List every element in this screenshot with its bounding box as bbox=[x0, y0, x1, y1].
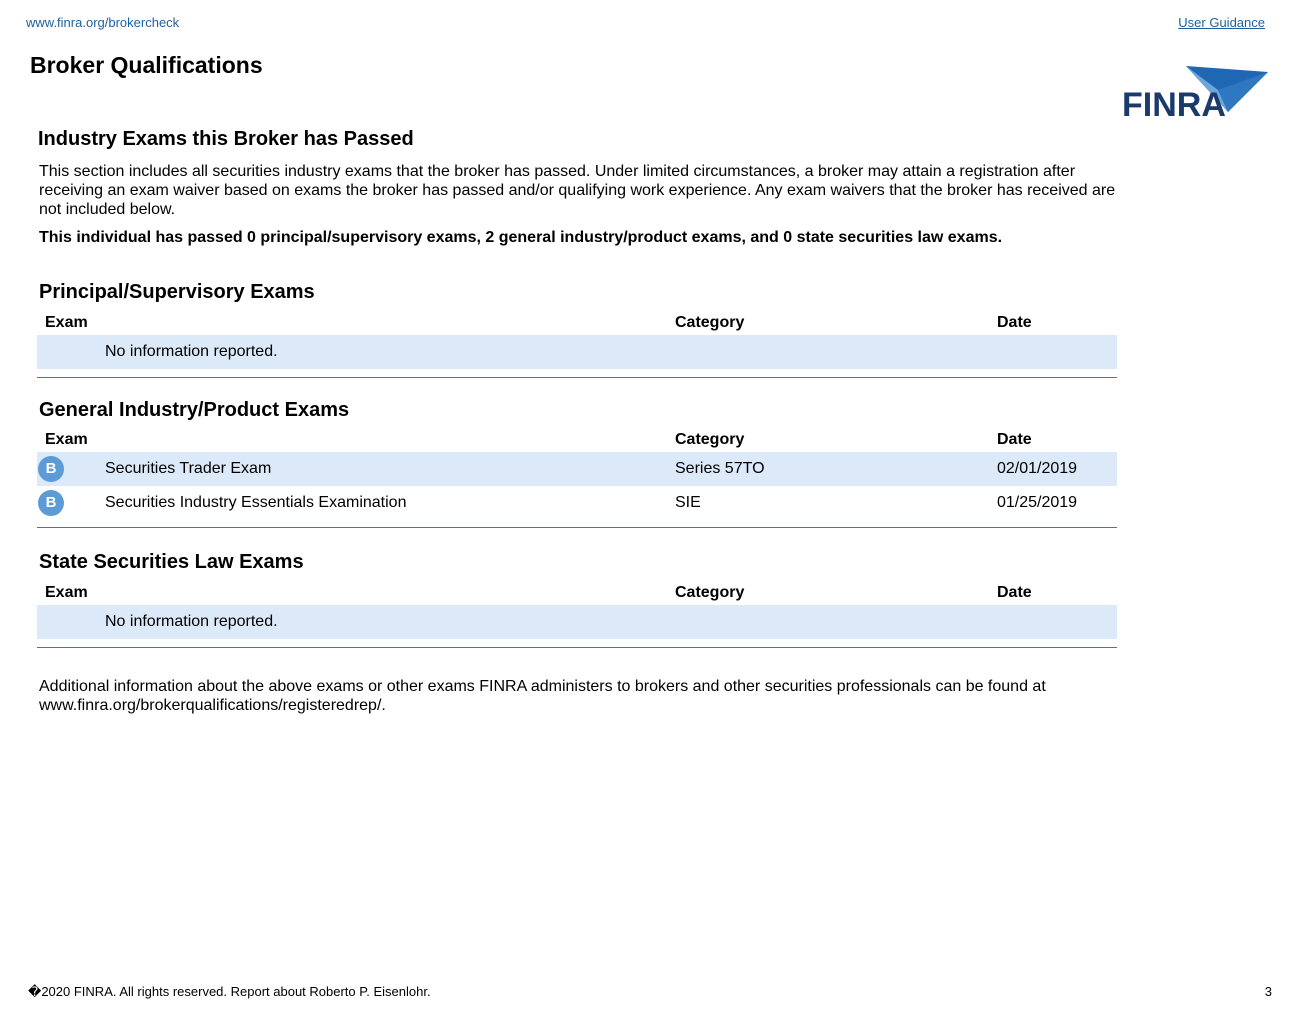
exams-intro: This section includes all securities industry exams that the broker has passed. Under limited circumstances, a broker may attain a registration after receiving an exam waiver based on exams the broker has passed and/or qualifying work experience. Any exam waivers that the broker has received are not included below. bbox=[39, 163, 1116, 218]
exam-name: Securities Industry Essentials Examination bbox=[105, 494, 407, 511]
exam-category: Series 57TO bbox=[675, 460, 765, 477]
brokercheck-link[interactable]: www.finra.org/brokercheck bbox=[26, 15, 180, 30]
section-divider bbox=[37, 527, 1117, 528]
table-header bbox=[37, 428, 1117, 452]
principal-exams-table bbox=[37, 311, 1117, 378]
page-title: Broker Qualifications bbox=[30, 52, 263, 78]
general-exams-title: General Industry/Product Exams bbox=[39, 399, 350, 421]
date-column-header: Date bbox=[997, 584, 1032, 601]
exam-column-header: Exam bbox=[45, 431, 88, 448]
category-column-header: Category bbox=[675, 584, 745, 601]
exam-name: Securities Trader Exam bbox=[105, 460, 272, 477]
exams-summary: This individual has passed 0 principal/supervisory exams, 2 general industry/product exams, and 0 state securities law exams. bbox=[39, 229, 1003, 246]
table-row bbox=[37, 452, 1117, 486]
exam-date: 02/01/2019 bbox=[997, 460, 1078, 477]
general-exams-table bbox=[37, 428, 1117, 528]
category-column-header: Category bbox=[675, 314, 745, 331]
date-column-header: Date bbox=[997, 314, 1032, 331]
finra-logo-text: FINRA bbox=[1122, 86, 1226, 124]
additional-info-note: Additional information about the above exams or other exams FINRA administers to brokers and other securities professionals can be found at www.finra.org/brokerqualifications/registeredrep/. bbox=[39, 678, 1046, 714]
section-divider bbox=[37, 647, 1117, 648]
exam-column-header: Exam bbox=[45, 314, 88, 331]
page-number: 3 bbox=[1264, 984, 1272, 999]
state-exams-title: State Securities Law Exams bbox=[39, 551, 304, 573]
exam-date: 01/25/2019 bbox=[997, 494, 1078, 511]
b-badge-icon: B bbox=[38, 490, 64, 516]
table-row bbox=[37, 486, 1117, 520]
category-column-header: Category bbox=[675, 431, 745, 448]
no-info-text: No information reported. bbox=[105, 343, 278, 360]
table-header bbox=[37, 311, 1117, 335]
exam-column-header: Exam bbox=[45, 584, 88, 601]
no-info-text: No information reported. bbox=[105, 613, 278, 630]
state-exams-table bbox=[37, 581, 1117, 648]
industry-exams-title: Industry Exams this Broker has Passed bbox=[38, 128, 414, 150]
user-guidance-link[interactable]: User Guidance bbox=[1178, 15, 1265, 30]
empty-row bbox=[37, 605, 1117, 639]
section-divider bbox=[37, 377, 1117, 378]
finra-logo bbox=[1122, 64, 1272, 124]
b-badge-icon: B bbox=[38, 456, 64, 482]
date-column-header: Date bbox=[997, 431, 1032, 448]
empty-row bbox=[37, 335, 1117, 369]
exam-category: SIE bbox=[675, 494, 701, 511]
copyright-text: �2020 FINRA. All rights reserved. Report about Roberto P. Eisenlohr. bbox=[28, 984, 431, 999]
principal-exams-title: Principal/Supervisory Exams bbox=[39, 281, 315, 303]
table-header bbox=[37, 581, 1117, 605]
